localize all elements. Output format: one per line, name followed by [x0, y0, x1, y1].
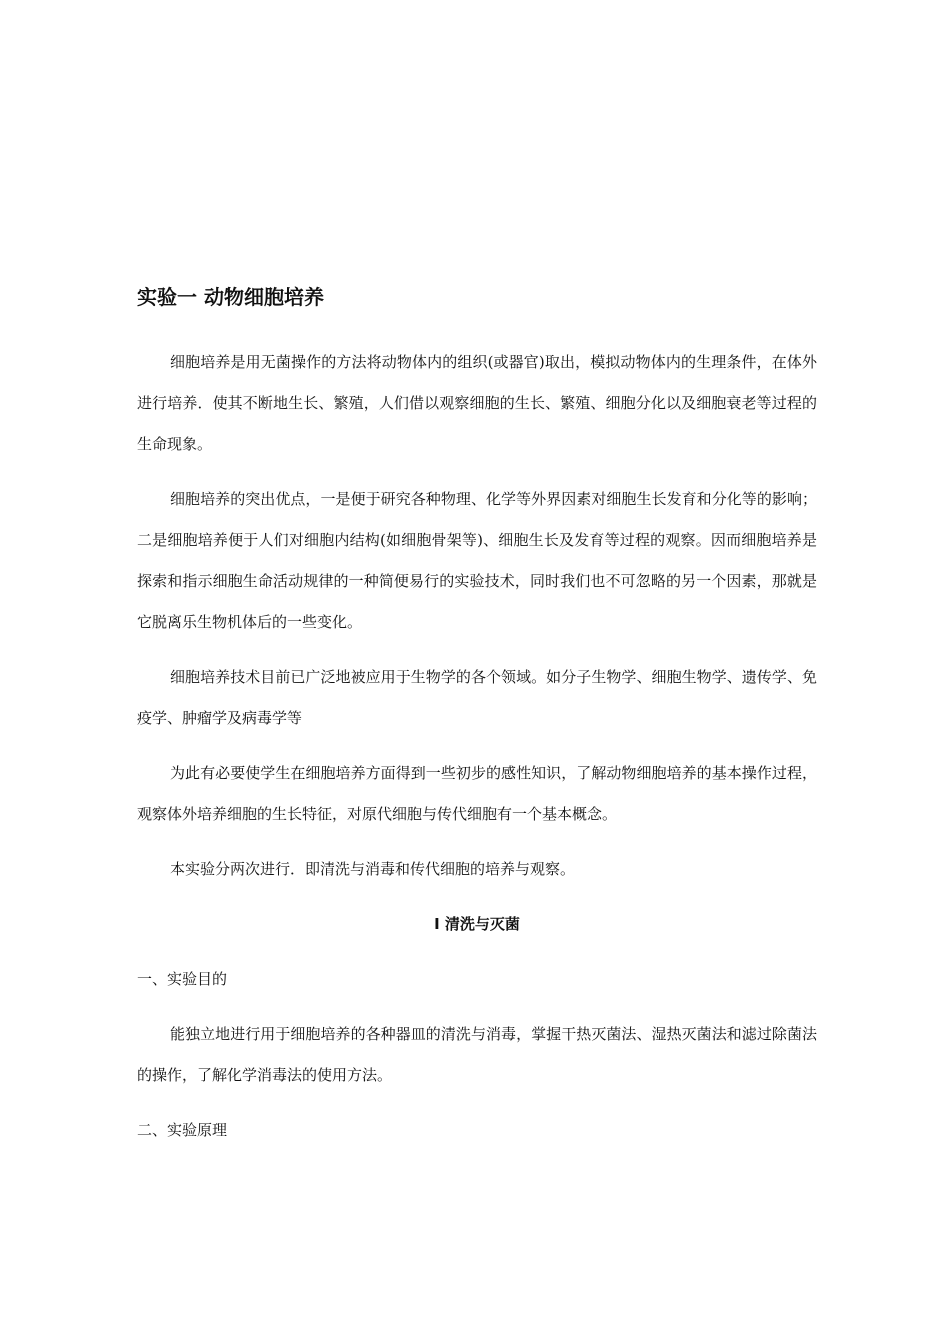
document-body [137, 282, 817, 1165]
intro-paragraph-4: 为此有必要使学生在细胞培养方面得到一些初步的感性知识，了解动物细胞培养的基本操作过程，观察体外培养细胞的生长特征，对原代细胞与传代细胞有一个基本概念。 [137, 764, 817, 823]
intro-paragraph-1: 细胞培养是用无菌操作的方法将动物体内的组织(或器官)取出，模拟动物体内的生理条件，在体外进行培养．使其不断地生长、繁殖，人们借以观察细胞的生长、繁殖、细胞分化以及细胞衰老等过程的生命现象。 [137, 353, 817, 453]
document-title: 实验一 动物细胞培养 [137, 285, 324, 309]
intro-paragraph-5: 本实验分两次进行．即清洗与消毒和传代细胞的培养与观察。 [170, 860, 576, 878]
intro-paragraph-2: 细胞培养的突出优点，一是便于研究各种物理、化学等外界因素对细胞生长发育和分化等的影响；二是细胞培养便于人们对细胞内结构(如细胞骨架等)、细胞生长及发育等过程的观察。因而细胞培养是探索和指示细胞生命活动规律的一种简便易行的实验技术，同时我们也不可忽略的另一个因素，那就是它脱离乐生物机体后的一些变化。 [137, 490, 817, 631]
purpose-paragraph: 能独立地进行用于细胞培养的各种器皿的清洗与消毒，掌握干热灭菌法、湿热灭菌法和滤过除菌法的操作，了解化学消毒法的使用方法。 [137, 1025, 817, 1084]
heading-principle: 二、实验原理 [137, 1121, 228, 1139]
section-title-cleaning: Ⅰ 清洗与灭菌 [434, 915, 520, 933]
heading-purpose: 一、实验目的 [137, 970, 228, 988]
intro-paragraph-3: 细胞培养技术目前已广泛地被应用于生物学的各个领域。如分子生物学、细胞生物学、遗传学、免疫学、肿瘤学及病毒学等 [137, 668, 817, 727]
